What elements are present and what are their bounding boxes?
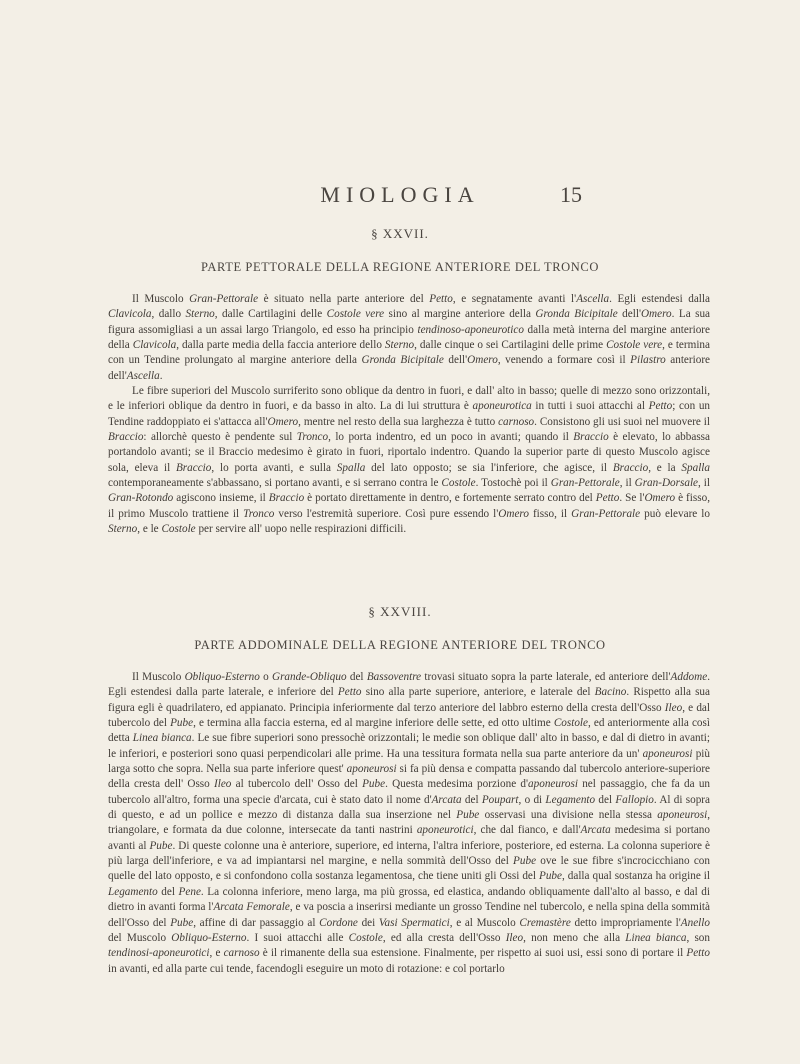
italic-term: aponeurosi xyxy=(642,747,693,760)
italic-term: Bacino xyxy=(594,686,627,699)
italic-term: Ileo xyxy=(505,931,524,944)
italic-term: Gronda Bicipitale xyxy=(361,354,444,367)
italic-term: Omero xyxy=(498,507,529,520)
italic-term: Addome xyxy=(670,671,708,683)
italic-term: Gronda Bicipitale xyxy=(535,308,618,321)
italic-term: Pube xyxy=(513,855,537,868)
section-title: PARTE ADDOMINALE DELLA REGIONE ANTERIORE DEL TRONCO xyxy=(194,638,606,652)
italic-term: Pube xyxy=(538,870,562,883)
italic-term: aponeurosi xyxy=(528,778,578,791)
italic-term: Omero xyxy=(467,354,498,367)
italic-term: Pube xyxy=(456,809,480,822)
italic-term: Sterno xyxy=(384,339,415,352)
italic-term: aponeurosi xyxy=(657,809,708,822)
italic-term: Spalla xyxy=(681,461,710,474)
italic-term: Pube xyxy=(362,778,386,791)
italic-term: Grande-Obliquo xyxy=(271,671,347,683)
paragraph: Le fibre superiori del Muscolo surriferito sono oblique da dentro in fuori, e dall' alto in basso; quelle di mezzo sono orizzontali, e le inferiori oblique da dentro in fuori, e da basso in alto. La di lui struttura è aponeurotica in tutti i suoi attacchi al Petto; con un Tendine raddoppiato ei s'attacca all'Omero, mentre nel resto della sua larghezza è tutto carnoso. Consistono gli usi suoi nel muovere il Braccio: allorchè questo è pendente sul Tronco, lo porta indentro, ed un poco in avanti; quando il Braccio è elevato, lo abbassa portandolo avanti; se il Braccio medesimo è girato in fuori, riportalo indentro. Quando la superior parte di questo Muscolo agisce sola, eleva il Braccio, lo porta avanti, e sulla Spalla del lato opposto; se sia l'inferiore, che agisce, il Braccio, e la Spalla contemporaneamente s'abbassano, si portano avanti, e si serrano contra le Costole. Tostochè poi il Gran-Pettorale, il Gran-Dorsale, il Gran-Rotondo agiscono insieme, il Braccio è portato direttamente in dentro, e fortemente serrato contro del Petto. Se l'Omero è fisso, il primo Muscolo trattiene il Tronco verso l'estremità superiore. Così pure essendo l'Omero fisso, il Gran-Pettorale può elevare lo Sterno, e le Costole per servire all' uopo nelle respirazioni difficili. xyxy=(108,385,711,536)
section-28-heading xyxy=(0,604,800,653)
italic-term: Petto xyxy=(648,400,673,413)
paragraph: Il Muscolo Obliquo-Esterno o Grande-Obliquo del Bassoventre trovasi situato sopra la parte laterale, ed anteriore dell'Addome. Egli estendesi dalla parte laterale, e inferiore del Petto sino alla parte superiore, anteriore, e laterale del Bacino. Rispetto alla sua figura egli è quadrilatero, ed appianato. Principia inferiormente dal terzo anteriore del labbro esterno della cresta dell'Osso Ileo, e dal tubercolo del Pube, e termina alla faccia esterna, ed al margine inferiore delle sette, ed otto ultime Costole, ed anteriormente alla così detta Linea bianca. Le sue fibre superiori sono pressochè orizzontali; le medie son oblique dall' alto in basso, e dal di dietro in avanti; le inferiori, e posteriori sono quasi perpendicolari alle prime. Ha una tessitura formata nella sua parte anteriore da un' aponeurosi più larga sotto che sopra. Nella sua parte inferiore quest' aponeurosi si fa più densa e compatta passando dal tubercolo anteriore-superiore della cresta dell' Osso Ileo al tubercolo dell' Osso del Pube. Questa medesima porzione d'aponeurosi nel passaggio, che fa da un tubercolo all'altro, forma una specie d'arcata, cui è stato dato il nome d'Arcata del Poupart, o di Legamento del Fallopio. Al di sopra di questo, e ad un pollice e mezzo di distanza dalla sua inserzione nel Pube osservasi una divisione nella stessa aponeurosi, triangolare, e formata da due colonne, intersecate da tanti nastrini aponeurotici, che dal fianco, e dall'Arcata medesima si portano avanti al Pube. Di queste colonne una è anteriore, superiore, ed interna, l'altra inferiore, posteriore, ed esterna. La colonna superiore è più larga dell'inferiore, e va ad impiantarsi nel margine, e nella sommità dell'Osso del Pube ove le sue fibre s'incrocicchiano con quelle del lato opposto, e si confondono colla sostanza legamentosa, che tiene uniti gli Ossi del Pube, dalla qual sostanza ha origine il Legamento del Pene. La colonna inferiore, meno larga, ma più grossa, ed elastica, andando obliquamente dall'alto al basso, e dal di dietro in avanti forma l'Arcata Femorale, e va poscia a inserirsi mediante un grosso Tendine nel tubercolo, e nella spina della sommità dell'Osso del Pube, affine di dar passaggio al Cordone dei Vasi Spermatici, e al Muscolo Cremastère detto impropriamente l'Anello del Muscolo Obliquo-Esterno. I suoi attacchi alle Costole, ed alla cresta dell'Osso Ileo, non meno che alla Linea bianca, son tendinosi-aponeurotici, e carnoso è il rimanente della sua estensione. Finalmente, per rispetto ai suoi usi, essi sono di portare il Petto in avanti, ed alla parte cui tende, facendogli eseguire un moto di rotazione: e col portarlo xyxy=(108,671,711,975)
italic-term: Petto xyxy=(686,947,710,960)
italic-term: Gran-Dorsale xyxy=(634,477,699,490)
italic-term: carnoso xyxy=(223,947,260,960)
italic-term: Omero xyxy=(640,308,672,321)
italic-term: Sterno xyxy=(108,523,138,536)
italic-term: Spalla xyxy=(336,461,366,474)
italic-term: Clavicola xyxy=(108,308,152,321)
italic-term: Petto xyxy=(429,293,453,305)
italic-term: Obliquo-Esterno xyxy=(184,671,260,683)
italic-term: tendinosi-aponeurotici xyxy=(108,947,210,960)
italic-term: Pilastro xyxy=(630,354,666,367)
italic-term: Bassoventre xyxy=(366,671,422,683)
italic-term: Obliquo-Esterno xyxy=(171,931,247,944)
italic-term: Poupart xyxy=(481,793,519,806)
italic-term: Braccio xyxy=(175,461,212,474)
italic-term: Tronco xyxy=(243,507,275,520)
italic-term: Ileo xyxy=(214,778,232,791)
italic-term: Petto xyxy=(337,686,362,699)
italic-term: Gran-Pettorale xyxy=(189,293,259,305)
italic-term: aponeurotici xyxy=(416,824,474,837)
italic-term: Braccio xyxy=(268,492,305,505)
italic-term: Pube xyxy=(170,717,194,730)
italic-term: Costole vere xyxy=(606,339,663,352)
italic-term: Gran-Pettorale xyxy=(571,507,641,520)
paragraph: Il Muscolo Gran-Pettorale è situato nella parte anteriore del Petto, e segnatamente avanti l'Ascella. Egli estendesi dalla Clavicola, dallo Sterno, dalle Cartilagini delle Costole vere sino al margine anteriore della Gronda Bicipitale dell'Omero. La sua figura assomigliasi a un assai largo Triangolo, ed esso ha principio tendinoso-aponeurotico dalla metà interna del margine anteriore della Clavicola, dalla parte media della faccia anteriore dello Sterno, dalle cinque o sei Cartilagini delle prime Costole vere, e termina con un Tendine prolungato al margine anteriore della Gronda Bicipitale dell'Omero, venendo a formare così il Pilastro anteriore dell'Ascella. xyxy=(108,293,711,382)
italic-term: Costole vere xyxy=(326,308,385,321)
italic-term: Clavicola xyxy=(132,339,177,352)
italic-term: Ascella xyxy=(576,293,610,305)
italic-term: Ascella xyxy=(126,369,160,382)
italic-term: Omero xyxy=(644,492,676,505)
italic-term: Tronco xyxy=(296,431,329,444)
italic-term: Braccio xyxy=(108,431,144,444)
italic-term: Costole xyxy=(553,717,588,730)
italic-term: Braccio xyxy=(573,431,609,444)
italic-term: Legamento xyxy=(545,793,596,806)
italic-term: Linea bianca xyxy=(132,732,192,745)
italic-term: Braccio xyxy=(612,461,649,474)
italic-term: Pube xyxy=(149,839,173,852)
italic-term: Vasi Spermatici xyxy=(378,916,450,929)
running-title: MIOLOGIA xyxy=(320,182,480,207)
italic-term: Costole xyxy=(161,523,196,536)
italic-term: Cordone xyxy=(319,916,358,929)
italic-term: Petto xyxy=(595,492,620,505)
italic-term: Legamento xyxy=(108,885,158,898)
italic-term: Fallopio xyxy=(615,793,654,806)
italic-term: Arcata xyxy=(431,793,462,806)
running-head xyxy=(0,182,800,212)
italic-term: Arcata xyxy=(580,824,611,837)
section-title: PARTE PETTORALE DELLA REGIONE ANTERIORE DEL TRONCO xyxy=(201,260,599,274)
italic-term: tendinoso-aponeurotico xyxy=(417,323,524,336)
italic-term: Pube xyxy=(170,916,194,929)
section-28-body xyxy=(108,670,710,977)
italic-term: Ileo xyxy=(664,701,683,714)
italic-term: Gran-Pettorale xyxy=(550,477,620,490)
italic-term: Costole xyxy=(441,477,476,490)
italic-term: Sterno xyxy=(185,308,215,321)
italic-term: Omero xyxy=(267,415,299,428)
italic-term: Costole xyxy=(348,931,383,944)
italic-term: Anello xyxy=(680,916,710,929)
section-27-body xyxy=(108,292,710,538)
section-number: § XXVIII. xyxy=(368,604,432,619)
italic-term: aponeurotica xyxy=(472,400,532,413)
page-number: 15 xyxy=(560,182,582,207)
italic-term: aponeurosi xyxy=(346,763,397,776)
italic-term: Linea bianca xyxy=(625,931,687,944)
italic-term: Arcata Femorale xyxy=(213,901,290,914)
italic-term: carnoso xyxy=(498,415,535,428)
italic-term: Pene xyxy=(178,885,201,898)
section-27-heading xyxy=(0,226,800,275)
italic-term: Gran-Rotondo xyxy=(108,492,174,505)
section-number: § XXVII. xyxy=(371,226,429,241)
italic-term: Cremastère xyxy=(519,916,571,929)
